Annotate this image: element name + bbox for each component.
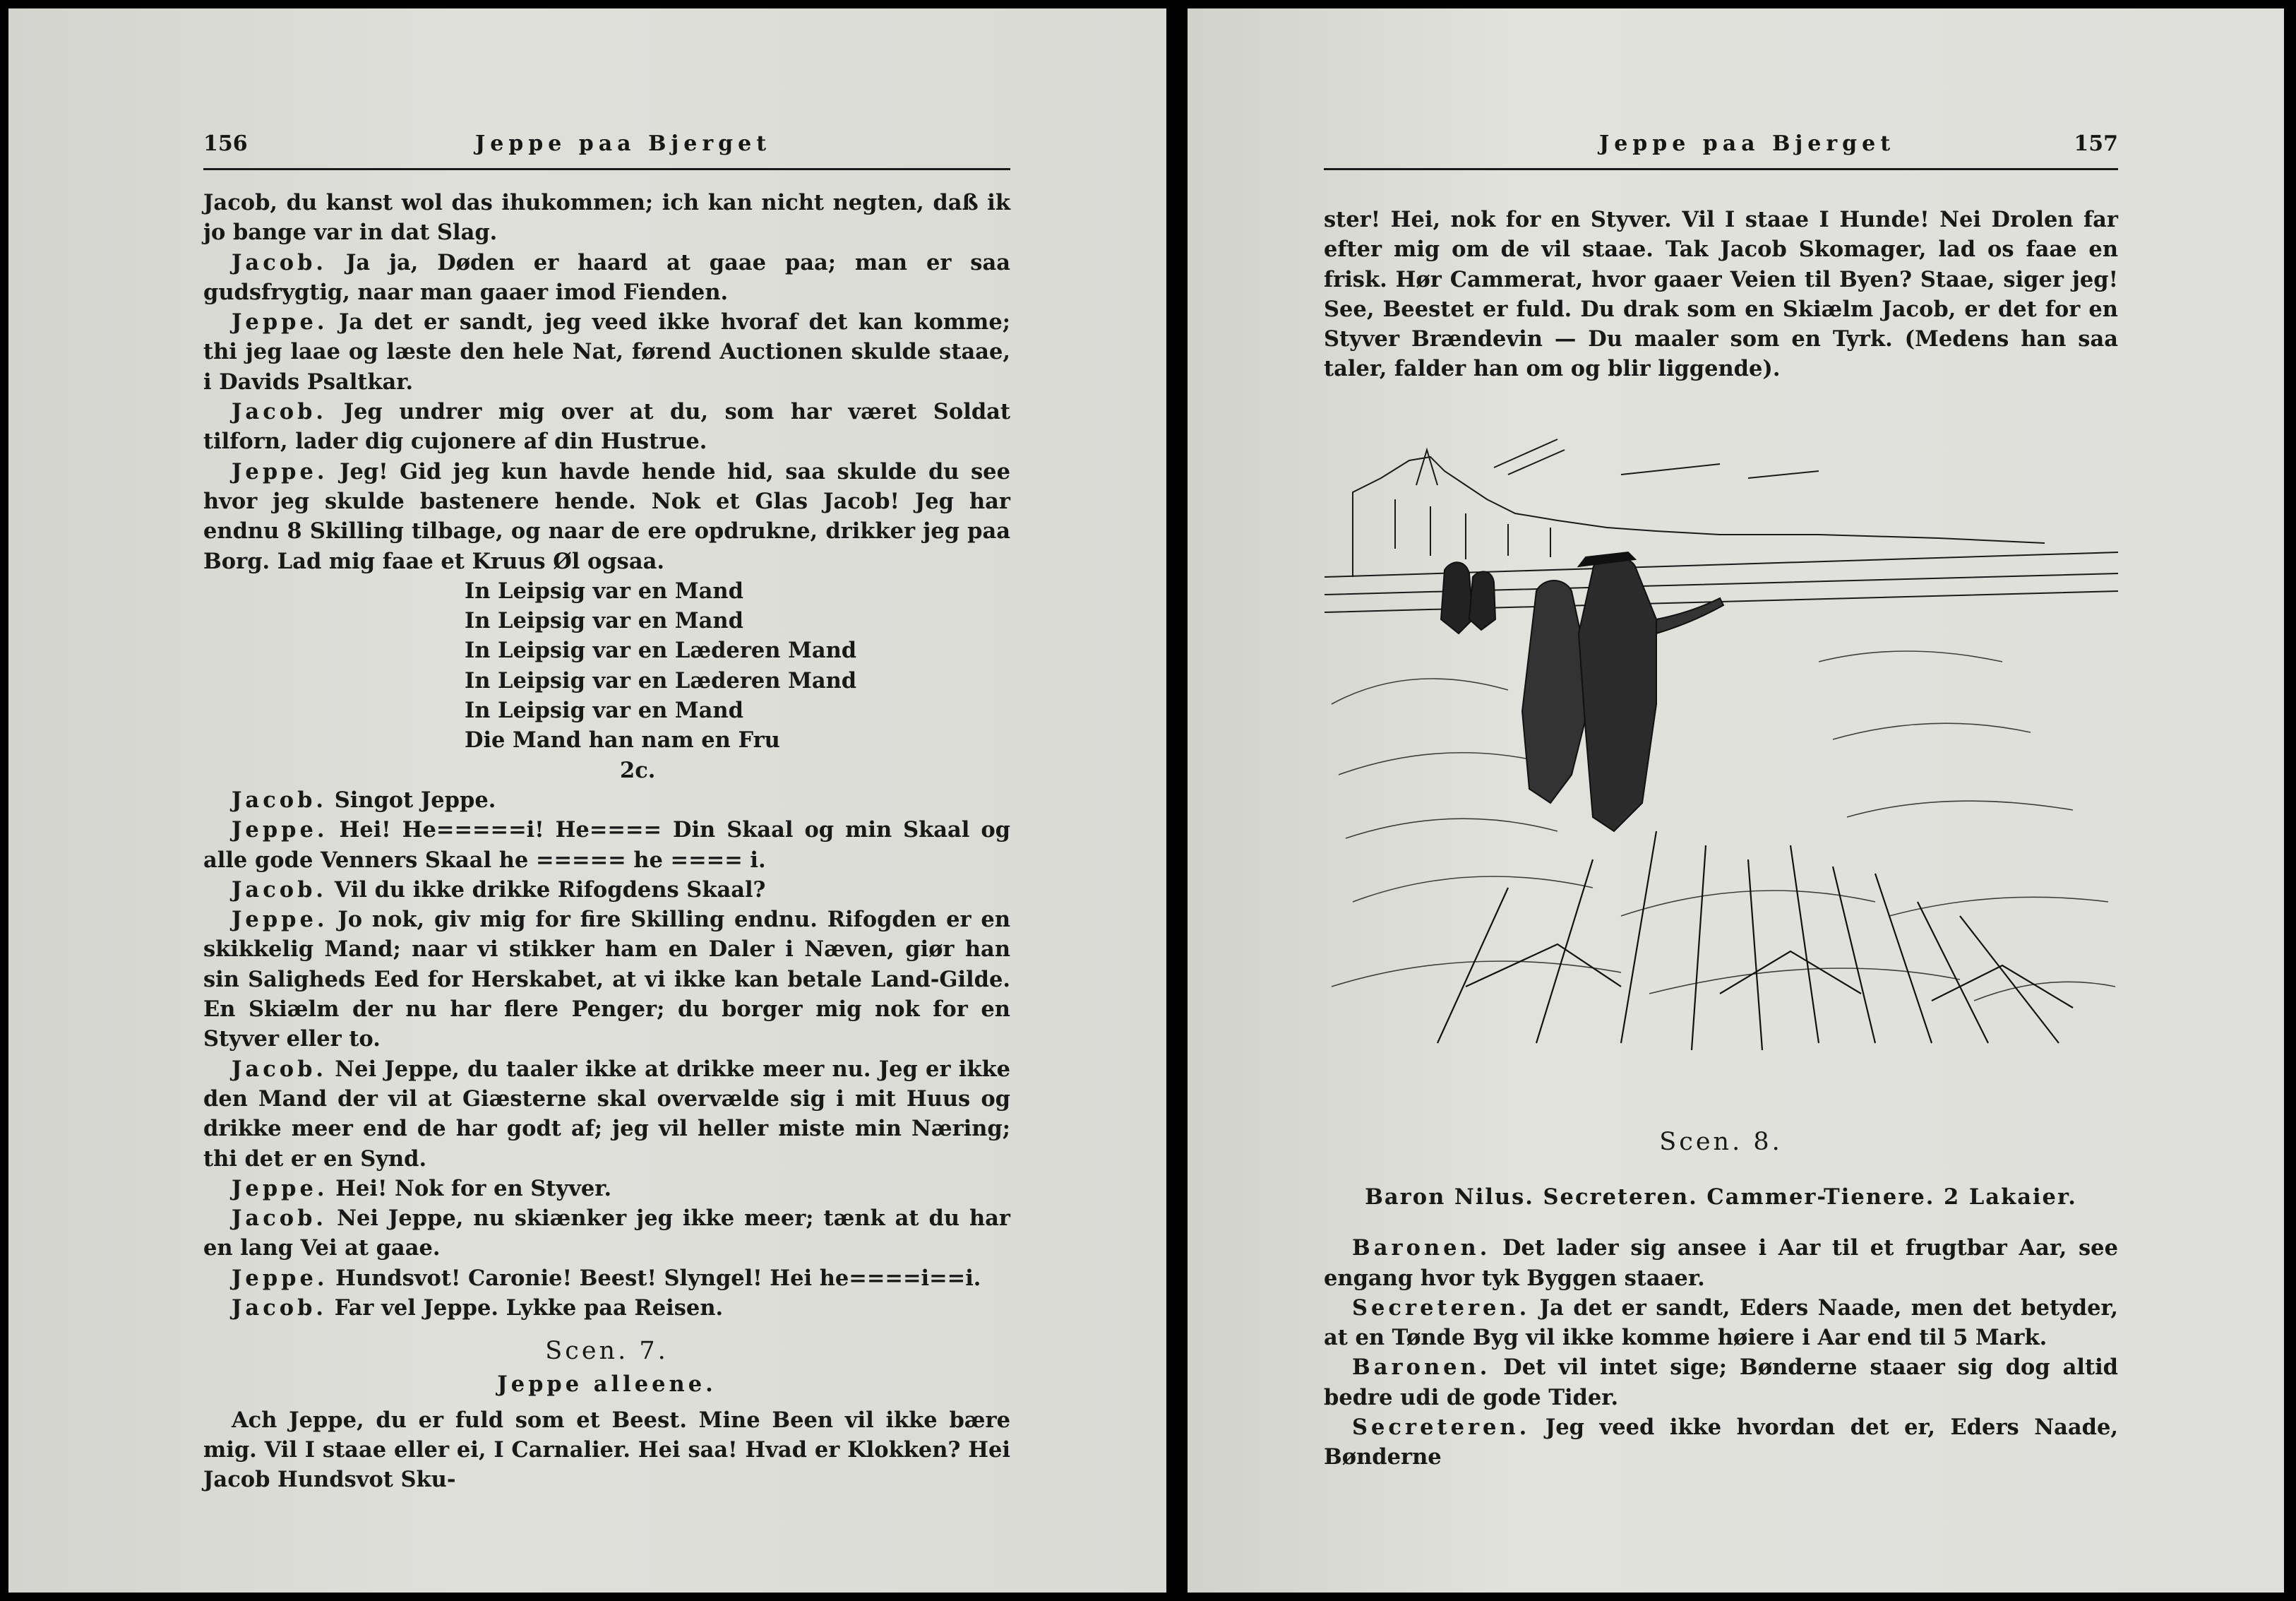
paragraph: Jacob. Ja ja, Døden er haard at gaae paa; man er saa gudsfrygtig, naar man gaaer imod Fienden. [203, 249, 1010, 305]
speaker-label: Baronen. [1352, 1355, 1491, 1381]
speaker-label: Secreteren. [1352, 1295, 1531, 1321]
left-page [8, 8, 1166, 1593]
paragraph: Jeppe. Jeg! Gid jeg kun havde hende hid, saa skulde du see hvor jeg skulde bastenere hende. Nok et Glas Jacob! Jeg har endnu 8 Skilling tilbage, og naar de ere opdrukne, drikker jeg paa Borg. Lad mig faae et Kruus Øl ogsaa. [203, 458, 1010, 574]
right-page [1188, 8, 2284, 1593]
verse-etc: 2c. [620, 757, 656, 783]
paragraph: Jacob, du kanst wol das ihukommen; ich kan nicht negten, daß ik jo bange var in dat Slag. [203, 190, 1010, 246]
paragraph: Ach Jeppe, du er fuld som et Beest. Mine Been vil ikke bære mig. Vil I staae eller ei, I Carnalier. Hei saa! Hvad er Klokken? Hei Jacob Hundsvot Sku- [203, 1407, 1010, 1493]
paragraph: Jeppe. Hundsvot! Caronie! Beest! Slyngel! Hei he====i==i. [232, 1265, 981, 1291]
verse-line: Die Mand han nam en Fru [465, 727, 780, 754]
paragraph: Baronen. Det lader sig ansee i Aar til et frugtbar Aar, see engang hvor tyk Byggen staaer. [1324, 1235, 2118, 1291]
speaker-label: Jacob. [232, 249, 328, 275]
page-number: 157 [2074, 131, 2118, 156]
paragraph: Jeppe. Jo nok, giv mig for fire Skilling endnu. Rifogden er en skikkelig Mand; naar vi stikker ham en Daler i Næven, giør han sin Saligheds Eed for Herskabet, at vi ikke kan betale Land-Gilde. En Skiælm der nu har flere Penger; du borger mig nok for en Styver eller to. [203, 907, 1010, 1052]
left-body-text [203, 188, 1010, 1494]
left-header [203, 129, 1010, 170]
right-body-text [1324, 205, 2118, 384]
scene-heading: Scen. 7. [545, 1337, 669, 1366]
speaker-label: Jeppe. [232, 1175, 328, 1201]
paragraph: Jeppe. Ja det er sandt, jeg veed ikke hvoraf det kan komme; thi jeg laae og læste den hele Nat, førend Auctionen skulde staae, i Davids Psaltkar. [203, 309, 1010, 395]
paragraph: Jacob. Nei Jeppe, nu skiænker jeg ikke meer; tænk at du har en lang Vei at gaae. [203, 1206, 1010, 1261]
scene-subheading: Jeppe alleene. [497, 1371, 717, 1398]
speaker-label: Jacob. [232, 1056, 328, 1082]
page-number: 156 [203, 131, 248, 156]
paragraph: ster! Hei, nok for en Styver. Vil I staae I Hunde! Nei Drolen far efter mig om de vil staae. Tak Jacob Skomager, lad os faae en frisk. Hør Cammerat, hvor gaaer Veien til Byen? Staae, siger jeg! See, Beestet er fuld. Du drak som en Skiælm Jacob, er det for en Styver Brændevin — Du maaler som en Tyrk. (Medens han saa taler, falder han om og blir liggende). [1324, 207, 2118, 382]
paragraph: Baronen. Det vil intet sige; Bønderne staaer sig dog altid bedre udi de gode Tider. [1324, 1355, 2118, 1410]
paragraph: Jeppe. Hei! Nok for en Styver. [232, 1175, 612, 1201]
verse-line: In Leipsig var en Læderen Mand [465, 638, 857, 664]
right-lower-text [1324, 1114, 2118, 1472]
right-header [1324, 129, 2118, 170]
speaker-label: Baronen. [1352, 1235, 1491, 1261]
paragraph: Secreteren. Ja det er sandt, Eders Naade, men det betyder, at en Tønde Byg vil ikke komme høiere i Aar end til 5 Mark. [1324, 1295, 2118, 1351]
speaker-label: Jacob. [232, 1295, 328, 1321]
speaker-label: Jeppe. [232, 309, 328, 335]
verse-line: In Leipsig var en Mand [465, 578, 743, 604]
paragraph: Jeppe. Hei! He=====i! He==== Din Skaal og min Skaal og alle gode Venners Skaal he ===== he ==== i. [203, 817, 1010, 873]
speaker-label: Jeppe. [232, 1265, 328, 1291]
verse-line: In Leipsig var en Læderen Mand [465, 667, 857, 694]
verse-line: In Leipsig var en Mand [465, 698, 743, 724]
speaker-label: Jeppe. [232, 458, 328, 484]
running-head: Jeppe paa Bjerget [475, 131, 772, 156]
paragraph: Secreteren. Jeg veed ikke hvordan det er, Eders Naade, Bønderne [1324, 1415, 2118, 1470]
paragraph: Jacob. Nei Jeppe, du taaler ikke at drikke meer nu. Jeg er ikke den Mand der vil at Giæsterne skal overvælde sig i mit Huus og drikke meer end de har godt af; jeg vil heller miste min Næring; thi det er en Synd. [203, 1056, 1010, 1172]
speaker-label: Secreteren. [1352, 1415, 1531, 1441]
speaker-label: Jacob. [232, 787, 328, 813]
speaker-label: Jacob. [232, 876, 328, 903]
paragraph: Jacob. Jeg undrer mig over at du, som har været Soldat tilforn, lader dig cujonere af din Hustrue. [203, 399, 1011, 455]
running-head: Jeppe paa Bjerget [1599, 131, 1896, 156]
verse-line: In Leipsig var en Mand [465, 608, 743, 634]
scene-heading: Scen. 8. [1659, 1128, 1783, 1156]
speaker-label: Jeppe. [232, 907, 328, 933]
cast-list: Baron Nilus. Secreteren. Cammer-Tienere. 2 Lakaier. [1365, 1184, 2077, 1210]
speaker-label: Jacob. [232, 399, 328, 425]
speaker-label: Jeppe. [232, 817, 328, 843]
engraving-illustration [1325, 407, 2118, 1057]
paragraph: Jacob. Singot Jeppe. [232, 787, 496, 813]
paragraph: Jacob. Far vel Jeppe. Lykke paa Reisen. [232, 1295, 724, 1321]
speaker-label: Jacob. [232, 1206, 328, 1232]
paragraph: Jacob. Vil du ikke drikke Rifogdens Skaal? [232, 876, 766, 903]
